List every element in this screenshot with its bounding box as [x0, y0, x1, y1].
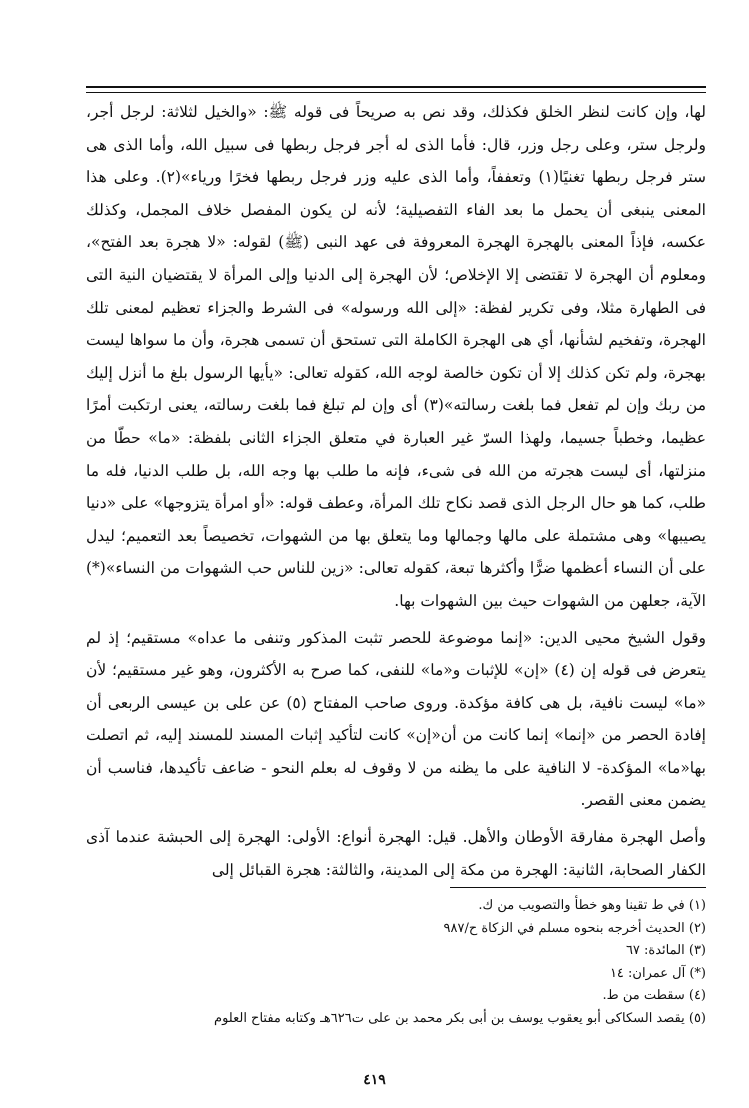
footnote-1: (١) في ط تقينا وهو خطأ والتصويب من ك. [478, 898, 706, 913]
paragraph-2: وقول الشيخ محيى الدين: «إنما موضوعة للحصر تثبت المذكور وتنفى ما عداه» مستقيم؛ إذ لم يتعرض فى قوله إن (٤) «إن» للإثبات و«ما» للنفى، كما صرح به الأكثرون، وهو غير مستقيم؛ لأن «ما» ليست نافية، بل هى كافة مؤكدة. وروى صاحب المفتاح (٥) عن على بن عيسى الربعى أن إفادة الحصر من «إنما» إنما كانت من أن«إن» كانت لتأكيد إثبات المسند للمسند إليه، ثم اتصلت بها«ما» المؤكدة- لا النافية على ما يظنه من لا وقوف له بعلم النحو - ضاعف تأكيدها، فناسب أن يضمن معنى القصر. [86, 628, 706, 810]
paragraph-3: وأصل الهجرة مفارقة الأوطان والأهل. قيل: الهجرة أنواع: الأولى: الهجرة إلى الحبشة عندما آذى الكفار الصحابة، الثانية: الهجرة من مكة إلى المدينة، والثالثة: هجرة القبائل إلى [86, 828, 706, 879]
footnote-4: (٤) سقطت من ط. [602, 988, 706, 1003]
footnote-2: (٢) الحديث أخرجه بنحوه مسلم في الزكاة ح/٩٨٧ [443, 920, 706, 936]
header-rule-thin [86, 92, 706, 93]
page-number: ٤١٩ [363, 1072, 386, 1088]
footnote-5: (٥) يقصد السكاكى أبو يعقوب يوسف بن أبى بكر محمد بن على ت٦٢٦هـ وكتابه مفتاح العلوم [214, 1010, 706, 1026]
header-rule-thick [86, 86, 706, 88]
footnote-star: (*) آل عمران: ١٤ [609, 965, 706, 981]
footnotes [86, 895, 706, 1030]
paragraph-1: لها، وإن كانت لنظر الخلق فكذلك، وقد نص به صريحاً فى قوله ﷺ: «والخيل لثلاثة: لرجل أجر، ولرجل ستر، وعلى رجل وزر، قال: فأما الذى له أجر فرجل ربطها فى سبيل الله، وأما الذى هى ستر فرجل ربطها تغنيًا(١) وتعففاً، وأما الذى عليه وزر فرجل ربطها فخرًا ورياء»(٢). وعلى هذا المعنى ينبغى أن يحمل ما بعد الفاء التفصيلية؛ لأنه لن يكون المفصل خلاف المجمل، وكذلك عكسه، فإذاً المعنى بالهجرة الهجرة المعروفة فى عهد النبى (ﷺ) لقوله: «لا هجرة بعد الفتح»، ومعلوم أن الهجرة لا تقتضى إلا الإخلاص؛ لأن الهجرة إلى الدنيا وإلى المرأة لا يقتضيان النية التى فى الطهارة مثلا، وفى تكرير لفظة: «إلى الله ورسوله» فى الشرط والجزاء تعظيم لمعنى تلك الهجرة، وتفخيم لشأنها، أي هى الهجرة الكاملة التى تستحق أن تسمى هجرة، وأن ما سواها ليست بهجرة، ولم تكن كذلك إلا أن تكون خالصة لوجه الله، كقوله تعالى: «يأيها الرسول بلغ ما أنزل إليك من ربك وإن لم تفعل فما بلغت رسالته»(٣) أى وإن لم تبلغ فما بلغت رسالته، يعنى ارتكبت أمرًا عظيما، وخطباً جسيما، ولهذا السرّ غير العبارة في متعلق الجزاء الثانى بلفظة: «ما» حطّا من منزلتها، أى ليست هجرته من الله فى شىء، فإنه ما طلب بها وجه الله، بل طلب الدنيا، فله ما طلب، كما هو حال الرجل الذى قصد نكاح تلك المرأة، وعطف قوله: «أو امرأة يتزوجها» على «دنيا يصيبها» وهى مشتملة على مالها وجمالها وما يتعلق بها من الشهوات، تخصيصاً بعد التعميم؛ ليدل على أن النساء أعظمها ضرًّا وأكثرها تبعة، كقوله تعالى: «زين للناس حب الشهوات من النساء»(*) الآية، جعلهن من الشهوات حيث بين الشهوات بها. [86, 103, 706, 610]
main-text [86, 96, 706, 886]
footnote-3: (٣) المائدة: ٦٧ [625, 943, 706, 958]
footnote-separator [450, 887, 706, 888]
